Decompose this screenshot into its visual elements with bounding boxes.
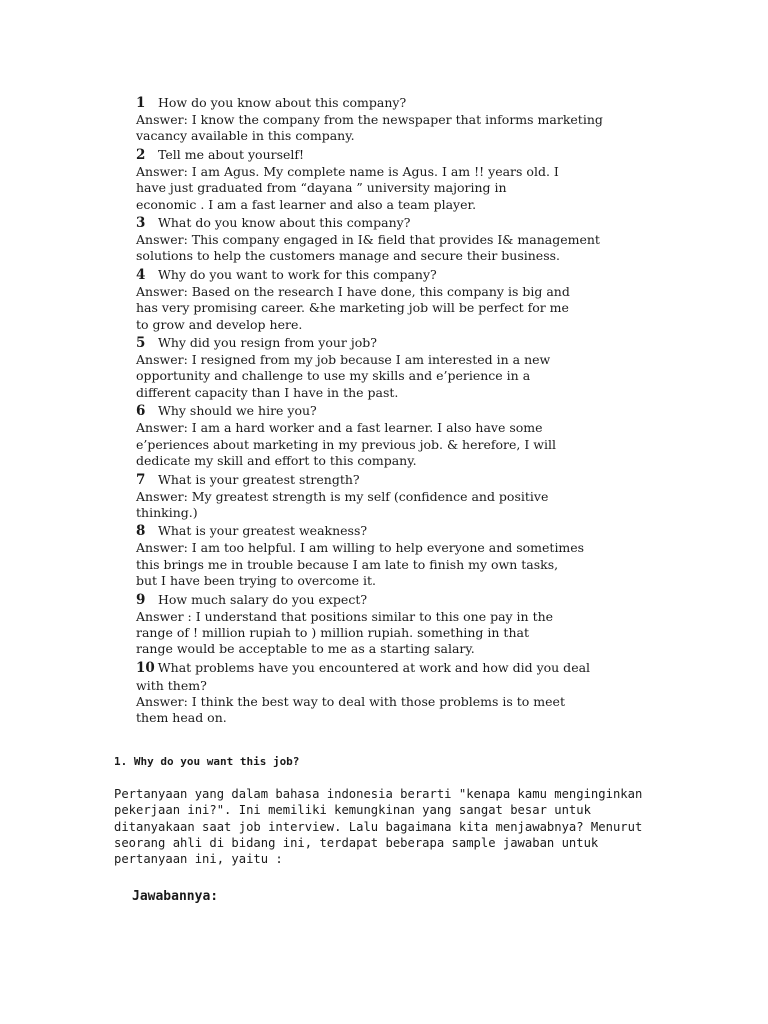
qa-item-4: [136, 266, 696, 333]
question-text-continued: with them?: [136, 677, 207, 693]
question-text: What do you know about this company?: [158, 215, 411, 231]
paragraph-line: Pertanyaan yang dalam bahasa indonesia berarti "kenapa kamu menginginkan: [114, 787, 643, 801]
question-number: 5: [136, 335, 146, 352]
qa-item-6: [136, 402, 696, 469]
question-line: [136, 402, 696, 420]
answer: [136, 352, 696, 401]
question-text: Tell me about yourself!: [158, 146, 305, 162]
question-number: 8: [136, 523, 146, 540]
question-number: 1: [136, 95, 146, 111]
qa-item-2: [136, 146, 696, 213]
question-number: 2: [136, 146, 146, 163]
question-number: 10: [136, 659, 155, 676]
answer-line: Answer: I am Agus. My complete name is Agus. I am !! years old. I: [136, 163, 559, 179]
question-line: [136, 146, 696, 164]
answer-line: opportunity and challenge to use my skills and e’perience in a: [136, 368, 531, 384]
qa-item-5: [136, 334, 696, 401]
question-number: 3: [136, 215, 146, 232]
answer-line: Answer: I resigned from my job because I am interested in a new: [136, 352, 551, 368]
question-number: 7: [136, 471, 146, 488]
question-text: What is your greatest strength?: [158, 471, 360, 487]
question-number: 4: [136, 266, 146, 283]
question-number: 9: [136, 591, 146, 608]
answer: [136, 420, 696, 469]
section-heading: 1. Why do you want this job?: [114, 755, 300, 768]
answer: [136, 232, 696, 265]
answer-line: Answer : I understand that positions similar to this one pay in the: [136, 608, 554, 624]
paragraph-line: seorang ahli di bidang ini, terdapat beberapa sample jawaban untuk: [114, 835, 599, 850]
qa-item-3: [136, 214, 696, 265]
answer-line: Answer: This company engaged in I& field that provides I& management: [136, 232, 600, 248]
answer: [136, 284, 696, 333]
answer-line: thinking.): [136, 504, 198, 520]
question-line: [136, 471, 696, 489]
answer-line: Answer: I think the best way to deal with those problems is to meet: [136, 693, 565, 709]
answer-line: different capacity than I have in the past.: [136, 384, 399, 400]
answer: [136, 489, 696, 522]
qa-item-7: [136, 471, 696, 522]
answer-line: solutions to help the customers manage and secure their business.: [136, 248, 560, 264]
question-text: What is your greatest weakness?: [158, 523, 368, 539]
question-line-continued: [136, 677, 696, 694]
answer-line: Answer: Based on the research I have done, this company is big and: [136, 283, 570, 299]
answer: [136, 694, 696, 727]
question-text: How much salary do you expect?: [158, 591, 368, 607]
question-text: Why did you resign from your job?: [158, 335, 377, 351]
question-line: [136, 659, 696, 677]
question-line: [136, 214, 696, 232]
answer-line: Answer: I know the company from the newspaper that informs marketing: [136, 112, 603, 127]
answer-line: economic . I am a fast learner and also a team player.: [136, 196, 477, 212]
question-line: [136, 591, 696, 609]
question-line: [136, 94, 696, 112]
question-text: What problems have you encountered at work and how did you deal: [157, 659, 591, 675]
question-text: Why should we hire you?: [158, 403, 317, 419]
answer: [136, 609, 696, 658]
question-line: [136, 522, 696, 540]
paragraph-line: pertanyaan ini, yaitu :: [114, 852, 283, 867]
answer-line: dedicate my skill and effort to this company.: [136, 453, 417, 469]
question-text: How do you know about this company?: [158, 95, 407, 110]
question-line: [136, 334, 696, 352]
qa-item-10: [136, 659, 696, 727]
answer-line: range of ! million rupiah to ) million rupiah. something in that: [136, 624, 529, 640]
answer-line: Answer: I am too helpful. I am willing to help everyone and sometimes: [136, 540, 585, 556]
question-number: 6: [136, 403, 146, 420]
question-line: [136, 266, 696, 284]
answer-line: range would be acceptable to me as a starting salary.: [136, 641, 475, 657]
answer: [136, 540, 696, 589]
answer-line: Answer: I am a hard worker and a fast learner. I also have some: [136, 420, 543, 436]
answer-line: to grow and develop here.: [136, 316, 303, 332]
answer: [136, 112, 696, 145]
qa-item-9: [136, 591, 696, 658]
section-paragraph: [114, 786, 674, 867]
answer: [136, 164, 696, 213]
answer-line: but I have been trying to overcome it.: [136, 573, 377, 589]
answer-line: e’periences about marketing in my previous job. & herefore, I will: [136, 436, 556, 452]
answer-line: this brings me in trouble because I am late to finish my own tasks,: [136, 556, 559, 572]
answers-subheading: Jawabannya:: [132, 889, 219, 904]
qa-list: [136, 94, 696, 728]
question-text: Why do you want to work for this company?: [158, 266, 437, 282]
answer-line: Answer: My greatest strength is my self (confidence and positive: [136, 488, 549, 504]
answer-line: has very promising career. &he marketing job will be perfect for me: [136, 300, 569, 316]
answer-line: have just graduated from “dayana ” university majoring in: [136, 180, 507, 196]
answer-line: vacancy available in this company.: [136, 128, 355, 144]
paragraph-line: ditanyakaan saat job interview. Lalu bagaimana kita menjawabnya? Menurut: [114, 819, 643, 834]
qa-item-8: [136, 522, 696, 589]
answer-line: them head on.: [136, 710, 227, 726]
paragraph-line: pekerjaan ini?". Ini memiliki kemungkinan yang sangat besar untuk: [114, 803, 591, 818]
qa-item-1: [136, 94, 696, 145]
